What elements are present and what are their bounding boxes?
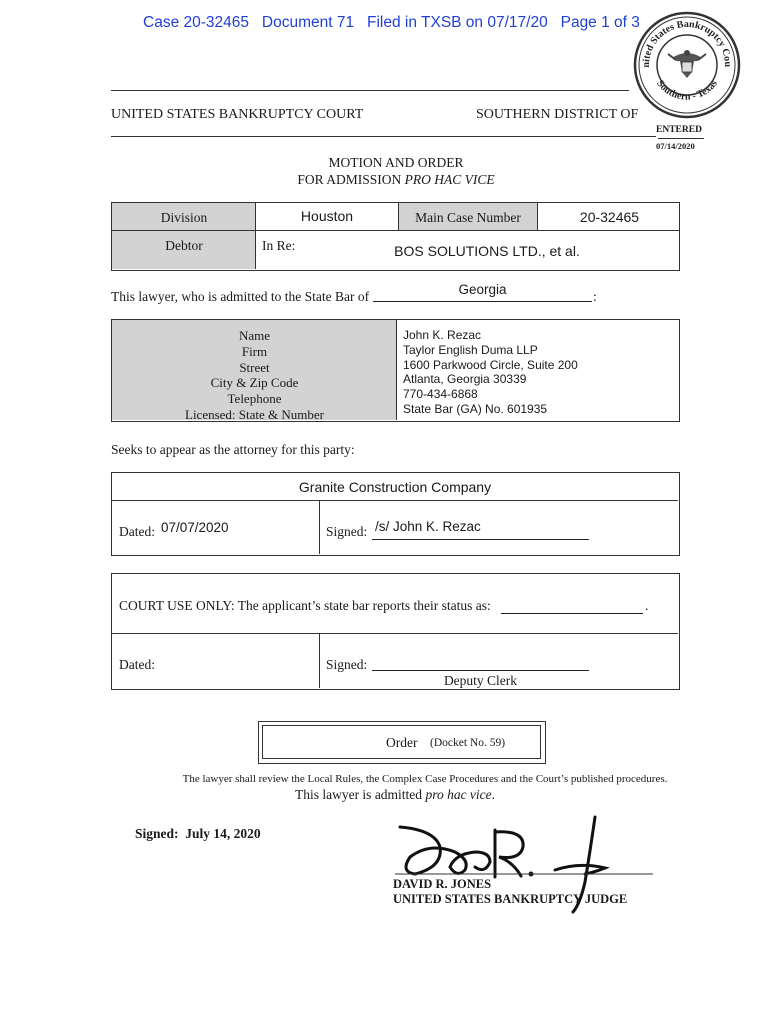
court-name: UNITED STATES BANKRUPTCY COURT bbox=[111, 107, 364, 122]
court-use-dated-label: Dated: bbox=[119, 657, 155, 672]
party-signed-value: /s/ John K. Rezac bbox=[375, 519, 481, 534]
lawyer-info-box bbox=[111, 319, 680, 422]
division-label: Division bbox=[160, 210, 208, 225]
party-box bbox=[111, 472, 680, 556]
court-use-col-divider bbox=[319, 633, 320, 688]
value-firm: Taylor English Duma LLP bbox=[403, 342, 538, 357]
judge-name: DAVID R. JONES bbox=[393, 877, 492, 891]
signed-date: Signed: July 14, 2020 bbox=[135, 826, 261, 841]
order-box bbox=[258, 721, 546, 764]
court-use-row-divider bbox=[112, 633, 678, 634]
order-docket: (Docket No. 59) bbox=[430, 737, 506, 749]
court-use-box bbox=[111, 573, 680, 690]
court-use-text: COURT USE ONLY: The applicant’s state bar reports their status as: bbox=[119, 598, 491, 613]
party-dated-label: Dated: bbox=[119, 524, 155, 539]
division-value: Houston bbox=[300, 208, 354, 224]
party-dated-value: 07/07/2020 bbox=[161, 520, 229, 535]
admitted-italic: pro hac vice bbox=[425, 787, 492, 802]
title-line2 bbox=[200, 171, 592, 188]
top-rule bbox=[111, 90, 629, 91]
court-use-signed-label: Signed: bbox=[326, 657, 368, 672]
court-use-status-underline bbox=[501, 596, 643, 614]
label-name: Name bbox=[238, 328, 271, 343]
court-district: SOUTHERN DISTRICT OF bbox=[476, 107, 639, 122]
title-line1: MOTION AND ORDER bbox=[328, 155, 464, 170]
admitted-suffix: . bbox=[491, 787, 496, 802]
state-bar-value: Georgia bbox=[458, 282, 507, 297]
deputy-clerk-label: Deputy Clerk bbox=[443, 673, 518, 688]
court-seal bbox=[632, 10, 742, 120]
seeks-text: Seeks to appear as the attorney for this party: bbox=[111, 442, 355, 457]
label-firm: Firm bbox=[241, 343, 268, 359]
judge-title: UNITED STATES BANKRUPTCY JUDGE bbox=[393, 892, 628, 906]
label-licensed: Licensed: State & Number bbox=[185, 406, 324, 422]
debtor-label: Debtor bbox=[165, 238, 203, 253]
review-text: The lawyer shall review the Local Rules, the Complex Case Procedures and the Court’s published procedures. bbox=[182, 773, 668, 785]
case-row-divider bbox=[256, 230, 679, 231]
entered-date: 07/14/2020 bbox=[656, 141, 695, 151]
party-row-divider bbox=[112, 500, 678, 501]
admitted-prefix: This lawyer is admitted bbox=[294, 787, 426, 802]
court-use-signed-underline bbox=[372, 653, 589, 671]
svg-text:Southern - Texas: Southern - Texas bbox=[654, 78, 720, 103]
document-title bbox=[200, 154, 592, 188]
label-street: Street bbox=[239, 359, 270, 375]
entered-rule bbox=[658, 138, 704, 139]
party-name: Granite Construction Company bbox=[298, 479, 492, 495]
title-line2-italic: PRO HAC VICE bbox=[404, 172, 495, 187]
value-street: 1600 Parkwood Circle, Suite 200 bbox=[403, 357, 578, 372]
lawyer-values bbox=[403, 328, 673, 417]
svg-text:United States Bankruptcy Court: nited States Bankruptcy Cou bbox=[640, 18, 734, 68]
party-col-divider bbox=[319, 500, 320, 554]
state-bar-prefix: This lawyer, who is admitted to the State Bar of bbox=[111, 289, 370, 304]
order-label: Order bbox=[386, 735, 418, 750]
header-rule bbox=[111, 136, 656, 137]
label-city-zip: City & Zip Code bbox=[210, 375, 299, 391]
party-signed-label: Signed: bbox=[326, 524, 368, 539]
title-line2-prefix: FOR ADMISSION bbox=[297, 172, 405, 187]
value-telephone: 770-434-6868 bbox=[403, 387, 478, 402]
state-bar-suffix: : bbox=[593, 289, 597, 304]
in-re-label: In Re: bbox=[262, 238, 296, 253]
case-info-box bbox=[111, 202, 680, 271]
value-city-zip: Atlanta, Georgia 30339 bbox=[403, 372, 527, 387]
court-seal-icon bbox=[632, 10, 742, 120]
label-telephone: Telephone bbox=[227, 391, 282, 407]
entered-label: ENTERED bbox=[656, 125, 702, 135]
admitted-text bbox=[150, 787, 640, 803]
filing-stamp: Case 20-32465 Document 71 Filed in TXSB on 07/17/20 Page 1 of 3 bbox=[143, 14, 640, 31]
debtor-value: BOS SOLUTIONS LTD., et al. bbox=[394, 243, 580, 259]
lawyer-labels bbox=[112, 328, 397, 423]
court-use-period: . bbox=[645, 598, 649, 613]
value-name: John K. Rezac bbox=[403, 328, 482, 342]
main-case-value: 20-32465 bbox=[579, 209, 640, 225]
main-case-label: Main Case Number bbox=[415, 210, 521, 225]
value-licensed: State Bar (GA) No. 601935 bbox=[403, 401, 548, 416]
